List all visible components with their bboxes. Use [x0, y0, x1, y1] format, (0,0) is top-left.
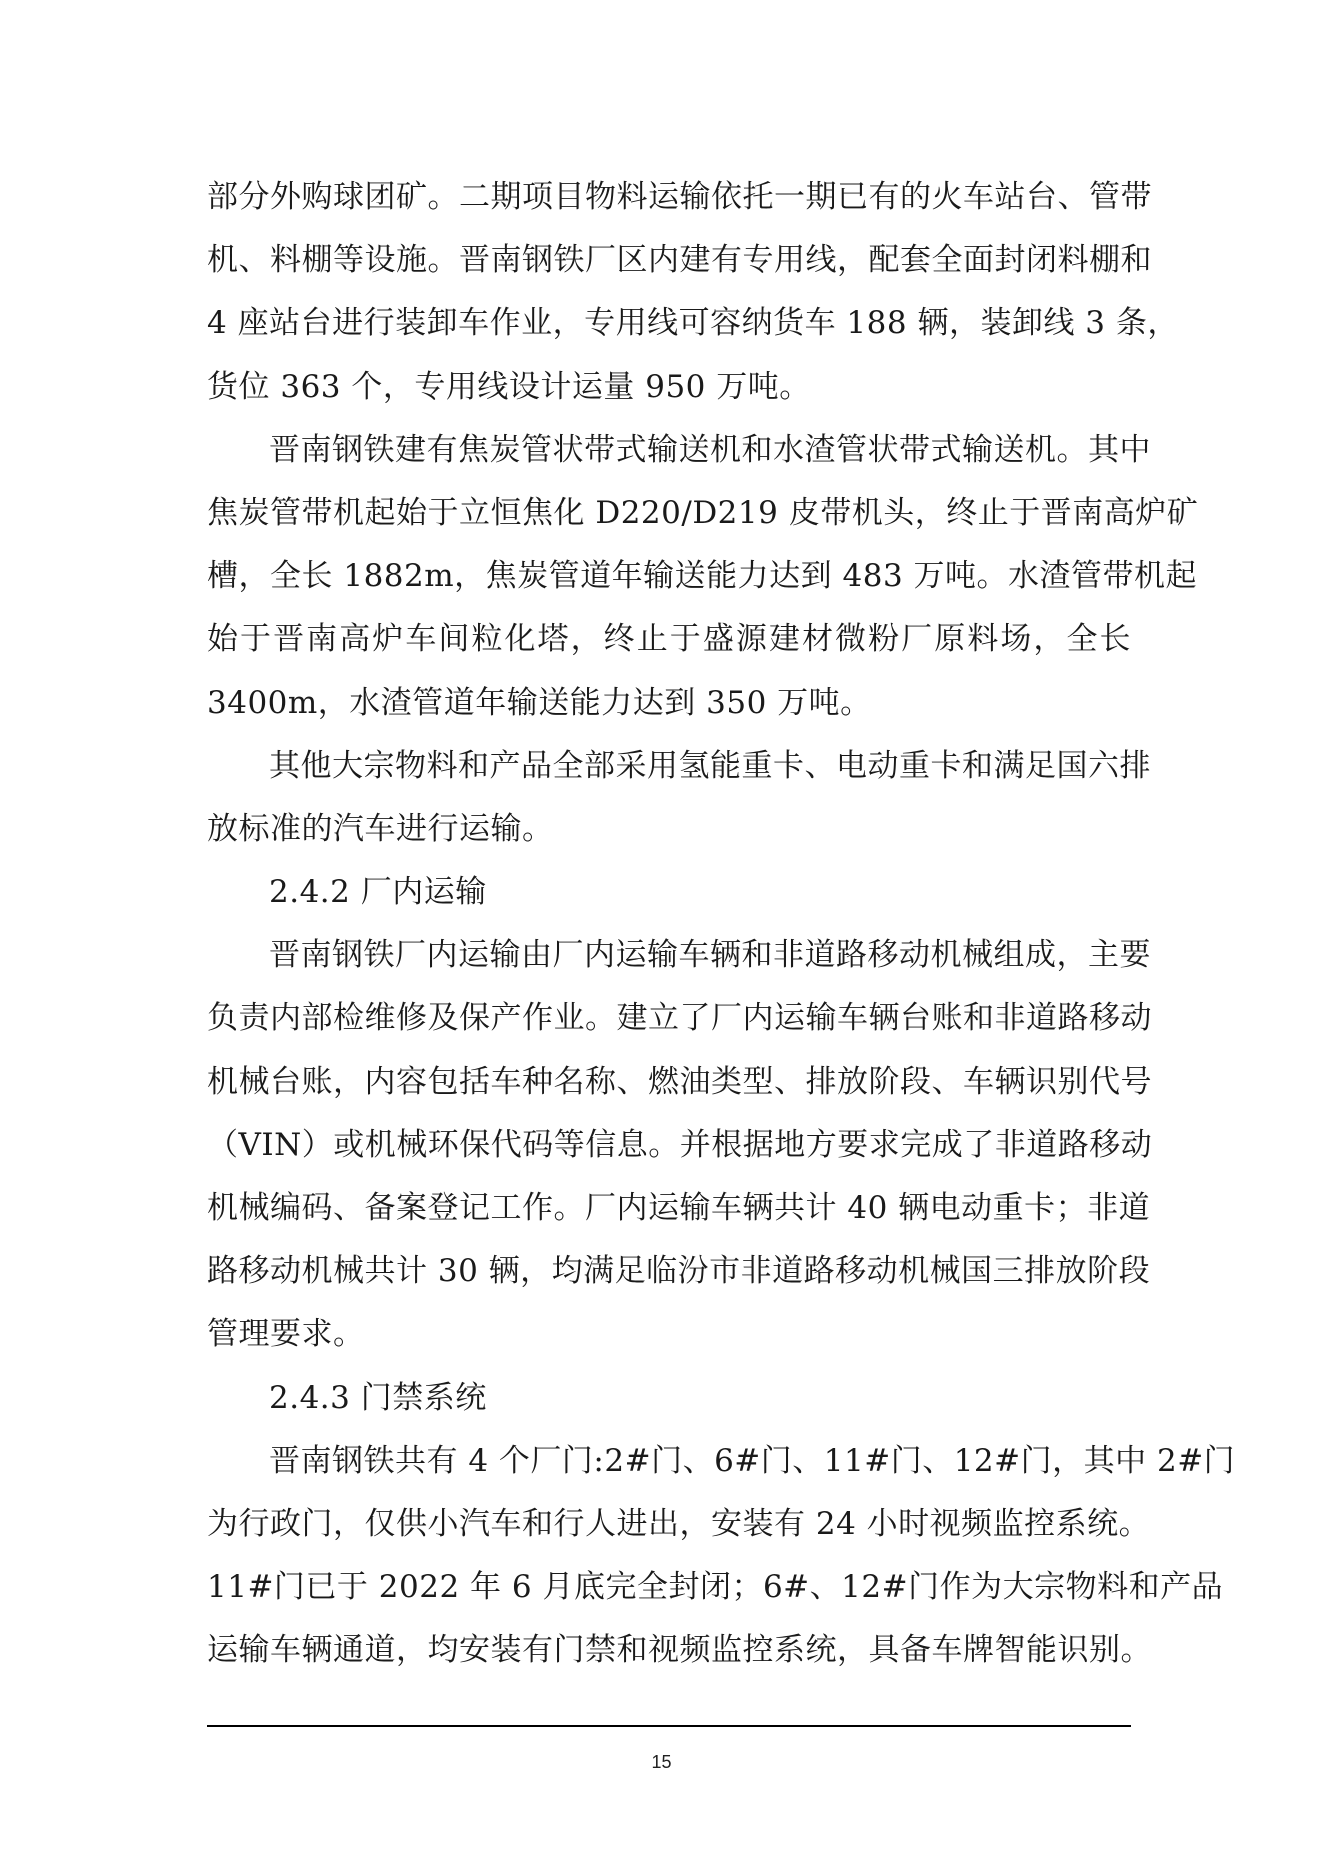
text-line: 货位 363 个，专用线设计运量 950 万吨。: [207, 368, 811, 405]
text-line: 机械台账，内容包括车种名称、燃油类型、排放阶段、车辆识别代号: [207, 1063, 1152, 1100]
text-line: 晋南钢铁建有焦炭管状带式输送机和水渣管状带式输送机。其中: [269, 431, 1151, 468]
page-number: 15: [651, 1752, 672, 1772]
text-line: 部分外购球团矿。二期项目物料运输依托一期已有的火车站台、管带: [207, 179, 1152, 215]
text-line: 负责内部检维修及保产作业。建立了厂内运输车辆台账和非道路移动: [207, 1000, 1152, 1037]
text-line: 焦炭管带机起始于立恒焦化 D220/D219 皮带机头，终止于晋南高炉矿: [207, 494, 1199, 531]
text-line: （VIN）或机械环保代码等信息。并根据地方要求完成了非道路移动: [207, 1126, 1153, 1163]
footer-rule: [207, 1725, 1131, 1727]
text-line: 晋南钢铁厂内运输由厂内运输车辆和非道路移动机械组成，主要: [269, 937, 1151, 974]
section-heading: 2.4.2 厂内运输: [269, 874, 487, 911]
text-line: 4 座站台进行装卸车作业，专用线可容纳货车 188 辆，装卸线 3 条，: [207, 305, 1179, 342]
text-line: 机械编码、备案登记工作。厂内运输车辆共计 40 辆电动重卡；非道: [207, 1190, 1151, 1226]
text-line: 路移动机械共计 30 辆，均满足临汾市非道路移动机械国三排放阶段: [207, 1253, 1151, 1290]
text-line: 放标准的汽车进行运输。: [207, 810, 554, 847]
text-line: 管理要求。: [207, 1316, 365, 1353]
text-line: 为行政门，仅供小汽车和行人进出，安装有 24 小时视频监控系统。: [207, 1505, 1151, 1542]
text-line: 11#门已于 2022 年 6 月底完全封闭；6#、12#门作为大宗物料和产品: [207, 1569, 1224, 1606]
text-line: 槽，全长 1882m，焦炭管道年输送能力达到 483 万吨。水渣管带机起: [207, 558, 1198, 595]
document-body: [207, 166, 1236, 1683]
section-heading: 2.4.3 门禁系统: [269, 1379, 487, 1416]
text-line: 其他大宗物料和产品全部采用氢能重卡、电动重卡和满足国六排: [269, 747, 1151, 784]
text-line: 机、料棚等设施。晋南钢铁厂区内建有专用线，配套全面封闭料棚和: [207, 242, 1152, 279]
text-line: 3400m，水渣管道年输送能力达到 350 万吨。: [207, 684, 872, 721]
text-line: 晋南钢铁共有 4 个厂门:2#门、6#门、11#门、12#门，其中 2#门: [269, 1442, 1236, 1479]
text-line: 始于晋南高炉车间粒化塔，终止于盛源建材微粉厂原料场，全长: [207, 621, 1131, 658]
text-line: 运输车辆通道，均安装有门禁和视频监控系统，具备车牌智能识别。: [207, 1632, 1152, 1669]
